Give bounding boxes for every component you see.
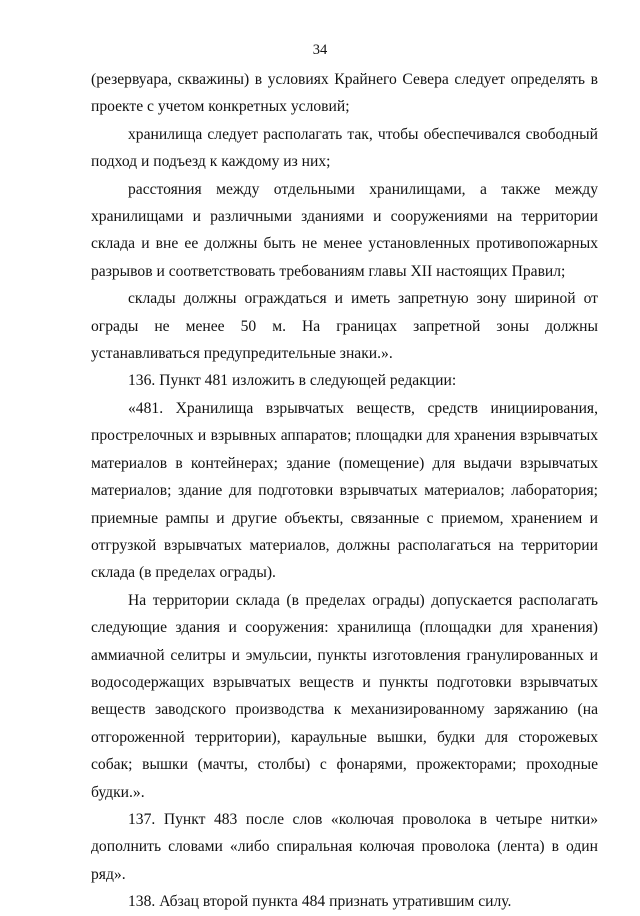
page-number: 34 — [312, 42, 328, 58]
paragraph-item-136: 136. Пункт 481 изложить в следующей редакции: — [128, 372, 457, 390]
paragraph-item-138: 138. Абзац второй пункта 484 признать утратившим силу. — [128, 893, 512, 911]
paragraph-storage-distances: расстояния между отдельными хранилищами, а также между хранилищами и различными зданиями и сооружениями на территории склада и вне ее должны быть не менее установленных противопожарных разрывов и соответствовать требованиям главы XII настоящих Правил; — [91, 180, 598, 280]
paragraph-permitted-buildings: На территории склада (в пределах ограды) допускается располагать следующие здания и сооружения: хранилища (площадки для хранения) аммиачной селитры и эмульсии, пункты изготовления гранулированных и водосодержащих взрывчатых веществ и пункты подготовки взрывчатых веществ заводского производства к механизированному заряжанию (на отгороженной территории), караульные вышки, будки для сторожевых собак; вышки (мачты, столбы) с фонарями, прожекторами; проходные будки.». — [91, 591, 598, 801]
paragraph-restricted-zone: склады должны ограждаться и иметь запретную зону шириной от ограды не менее 50 м. На границах запретной зоны должны устанавливаться предупредительные знаки.». — [91, 290, 598, 363]
paragraph-storage-access: хранилища следует располагать так, чтобы обеспечивался свободный подход и подъезд к каждому из них; — [91, 125, 598, 171]
paragraph-clause-481: «481. Хранилища взрывчатых веществ, средств инициирования, прострелочных и взрывных аппаратов; площадки для хранения взрывчатых материалов в контейнерах; здание (помещение) для выдачи взрывчатых материалов; здание для подготовки взрывчатых материалов; лаборатория; приемные рампы и другие объекты, связанные с приемом, хранением и отгрузкой взрывчатых материалов, должны располагаться на территории склада (в пределах ограды). — [91, 399, 598, 582]
paragraph-reservoir-conditions: (резервуара, скважины) в условиях Крайнего Севера следует определять в проекте с учетом конкретных условий; — [91, 71, 598, 116]
document-body — [91, 66, 598, 916]
paragraph-item-137: 137. Пункт 483 после слов «колючая проволока в четыре нитки» дополнить словами «либо спиральная колючая проволока (лента) в один ряд». — [91, 810, 598, 883]
